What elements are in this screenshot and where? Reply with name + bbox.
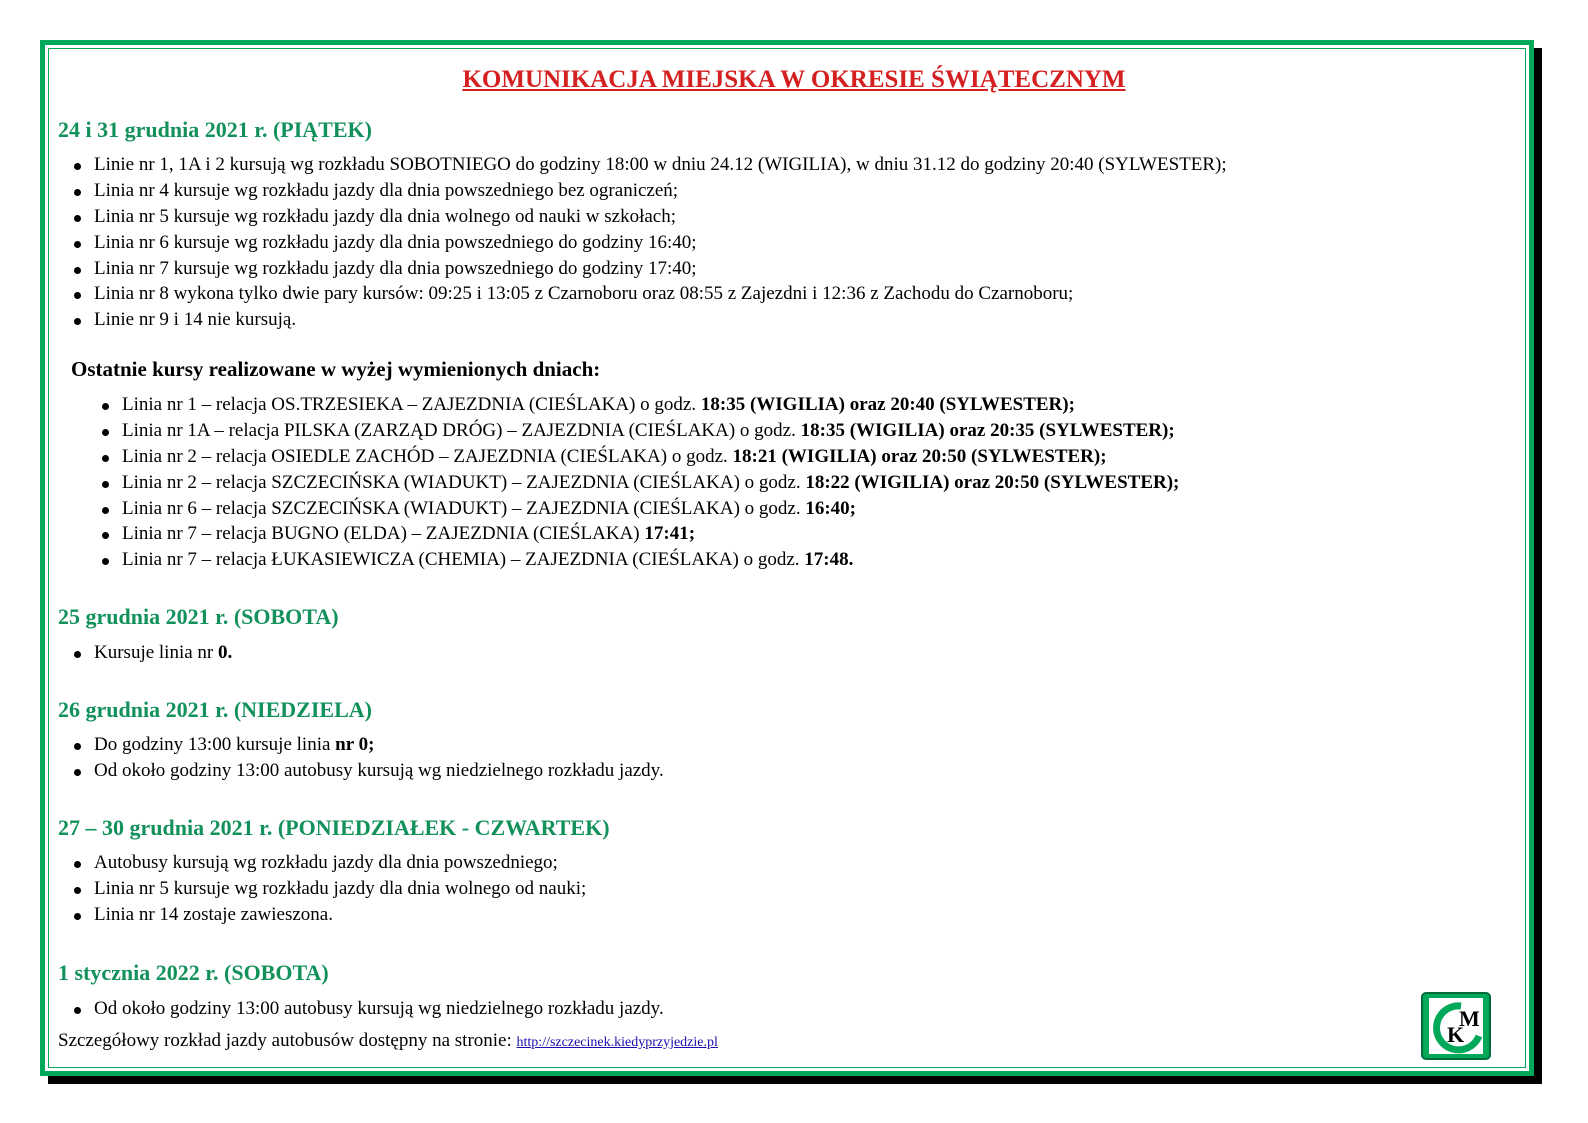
list-item: Linie nr 9 i 14 nie kursują. [94, 307, 1227, 333]
list-item: Linia nr 2 – relacja SZCZECIŃSKA (WIADUKT) – ZAJEZDNIA (CIEŚLAKA) o godz. 18:22 (WIGILIA) oraz 20:50 (SYLWESTER); [122, 470, 1179, 496]
list-item: Od około godziny 13:00 autobusy kursują wg niedzielnego rozkładu jazdy. [94, 758, 664, 784]
section-heading-27-30-dec: 27 – 30 grudnia 2021 r. (PONIEDZIAŁEK - CZWARTEK) [58, 815, 610, 840]
list-item: Autobusy kursują wg rozkładu jazdy dla dnia powszedniego; [94, 850, 586, 876]
list-item: Linia nr 5 kursuje wg rozkładu jazdy dla dnia wolnego od nauki w szkołach; [94, 204, 1227, 230]
svg-text:K: K [1447, 1022, 1465, 1047]
list-item: Linia nr 2 – relacja OSIEDLE ZACHÓD – ZAJEZDNIA (CIEŚLAKA) o godz. 18:21 (WIGILIA) oraz 20:50 (SYLWESTER); [122, 444, 1179, 470]
section-5-list [94, 996, 664, 1022]
section-3-list [94, 732, 664, 784]
list-item: Linia nr 14 zostaje zawieszona. [94, 902, 586, 928]
list-item: Linia nr 6 – relacja SZCZECIŃSKA (WIADUKT) – ZAJEZDNIA (CIEŚLAKA) o godz. 16:40; [122, 496, 1179, 522]
page-title: KOMUNIKACJA MIEJSKA W OKRESIE ŚWIĄTECZNYM [462, 66, 1126, 93]
last-runs-list [122, 392, 1179, 573]
list-item: Linia nr 4 kursuje wg rozkładu jazdy dla dnia powszedniego bez ograniczeń; [94, 178, 1227, 204]
section-1-list [94, 152, 1227, 333]
kmk-logo-icon [1421, 992, 1491, 1060]
list-item: Do godziny 13:00 kursuje linia nr 0; [94, 732, 664, 758]
list-item: Linia nr 7 kursuje wg rozkładu jazdy dla dnia powszedniego do godziny 17:40; [94, 256, 1227, 282]
list-item: Linie nr 1, 1A i 2 kursują wg rozkładu SOBOTNIEGO do godziny 18:00 w dniu 24.12 (WIGILIA), w dniu 31.12 do godziny 20:40 (SYLWESTER); [94, 152, 1227, 178]
list-item: Linia nr 8 wykona tylko dwie pary kursów: 09:25 i 13:05 z Czarnoboru oraz 08:55 z Zajezdni i 12:36 z Zachodu do Czarnoboru; [94, 281, 1227, 307]
last-runs-heading: Ostatnie kursy realizowane w wyżej wymienionych dniach: [71, 357, 601, 381]
list-item: Linia nr 1 – relacja OS.TRZESIEKA – ZAJEZDNIA (CIEŚLAKA) o godz. 18:35 (WIGILIA) oraz 20:40 (SYLWESTER); [122, 392, 1179, 418]
svg-text:M: M [1459, 1006, 1480, 1031]
list-item: Linia nr 7 – relacja BUGNO (ELDA) – ZAJEZDNIA (CIEŚLAKA) 17:41; [122, 521, 1179, 547]
list-item: Linia nr 1A – relacja PILSKA (ZARZĄD DRÓG) – ZAJEZDNIA (CIEŚLAKA) o godz. 18:35 (WIGILIA) oraz 20:35 (SYLWESTER); [122, 418, 1179, 444]
section-2-list [94, 640, 232, 666]
section-heading-25-dec: 25 grudnia 2021 r. (SOBOTA) [58, 604, 339, 629]
section-heading-24-31-dec: 24 i 31 grudnia 2021 r. (PIĄTEK) [58, 117, 372, 142]
list-item: Linia nr 6 kursuje wg rozkładu jazdy dla dnia powszedniego do godziny 16:40; [94, 230, 1227, 256]
timetable-link[interactable]: http://szczecinek.kiedyprzyjedzie.pl [516, 1035, 718, 1050]
section-heading-1-jan: 1 stycznia 2022 r. (SOBOTA) [58, 960, 329, 985]
list-item: Od około godziny 13:00 autobusy kursują wg niedzielnego rozkładu jazdy. [94, 996, 664, 1022]
section-heading-26-dec: 26 grudnia 2021 r. (NIEDZIELA) [58, 697, 372, 722]
section-4-list [94, 850, 586, 928]
list-item: Linia nr 7 – relacja ŁUKASIEWICZA (CHEMIA) – ZAJEZDNIA (CIEŚLAKA) o godz. 17:48. [122, 547, 1179, 573]
list-item: Kursuje linia nr 0. [94, 640, 232, 666]
list-item: Linia nr 5 kursuje wg rozkładu jazdy dla dnia wolnego od nauki; [94, 876, 586, 902]
footer-note: Szczegółowy rozkład jazdy autobusów dostępny na stronie: http://szczecinek.kiedyprzyjedzie.pl [58, 1030, 718, 1051]
